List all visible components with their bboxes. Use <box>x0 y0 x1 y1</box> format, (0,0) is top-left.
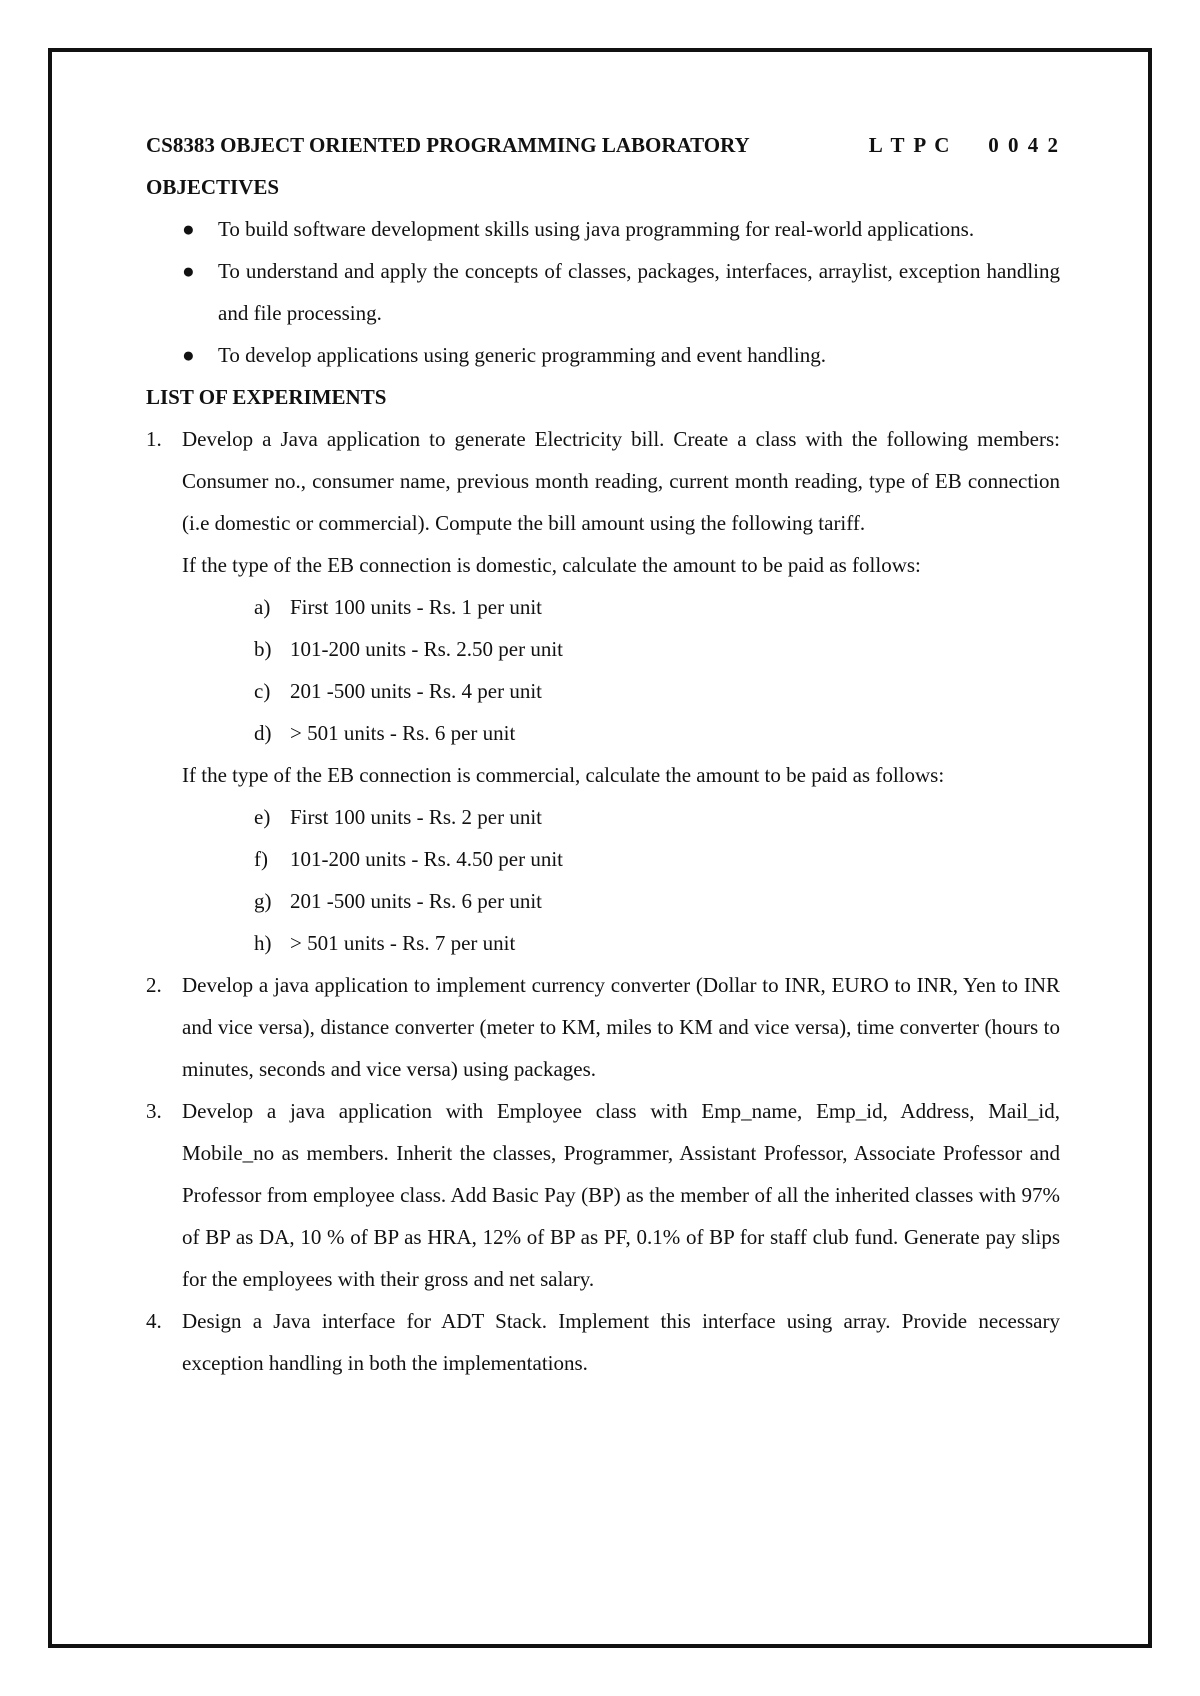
experiment-item <box>146 1300 1060 1384</box>
experiment-number: 1. <box>146 427 162 451</box>
experiment-item <box>146 1090 1060 1300</box>
objectives-list <box>146 208 1060 376</box>
tariff-text: First 100 units - Rs. 1 per unit <box>290 595 543 619</box>
experiment-text: Design a Java interface for ADT Stack. Implement this interface using array. Provide necessary exception handling in both the implementations. <box>182 1309 1060 1375</box>
tariff-text: 101-200 units - Rs. 4.50 per unit <box>290 847 563 871</box>
commercial-tariff-list <box>182 796 1060 964</box>
ltpc-values: 0 0 4 2 <box>988 133 1060 157</box>
tariff-label: g) <box>254 889 272 913</box>
tariff-item <box>254 670 1060 712</box>
bullet-icon: ● <box>182 217 195 241</box>
experiment-text: Develop a Java application to generate Electricity bill. Create a class with the following members: Consumer no., consumer name, previous month reading, current month reading, type of EB connection (i.e domestic or commercial). Compute the bill amount using the following tariff. <box>182 427 1060 535</box>
objective-item <box>146 208 1060 250</box>
experiments-heading: LIST OF EXPERIMENTS <box>146 385 387 409</box>
objective-item <box>146 250 1060 334</box>
tariff-label: f) <box>254 847 268 871</box>
tariff-label: a) <box>254 595 271 619</box>
tariff-item <box>254 922 1060 964</box>
tariff-text: First 100 units - Rs. 2 per unit <box>290 805 543 829</box>
experiment-number: 3. <box>146 1099 162 1123</box>
experiment-item <box>146 418 1060 964</box>
tariff-label: h) <box>254 931 272 955</box>
objective-item <box>146 334 1060 376</box>
document-body <box>146 124 1060 1384</box>
course-header <box>146 124 1060 166</box>
tariff-item <box>254 880 1060 922</box>
ltpc-label: L T P C <box>868 133 952 157</box>
bullet-icon: ● <box>182 259 195 283</box>
experiment-text: Develop a java application to implement currency converter (Dollar to INR, EURO to INR, Yen to INR and vice versa), distance converter (meter to KM, miles to KM and vice versa), time converter (hours to minutes, seconds and vice versa) using packages. <box>182 973 1060 1081</box>
experiments-list <box>146 418 1060 1384</box>
experiment-text: Develop a java application with Employee class with Emp_name, Emp_id, Address, Mail_id, Mobile_no as members. Inherit the classes, Programmer, Assistant Professor, Associate Professor and Professor from employee class. Add Basic Pay (BP) as the member of all the inherited classes with 97% of BP as DA, 10 % of BP as HRA, 12% of BP as PF, 0.1% of BP for staff club fund. Generate pay slips for the employees with their gross and net salary. <box>182 1099 1060 1291</box>
tariff-item <box>254 838 1060 880</box>
tariff-label: c) <box>254 679 271 703</box>
tariff-text: 201 -500 units - Rs. 6 per unit <box>290 889 542 913</box>
commercial-tariff-intro: If the type of the EB connection is commercial, calculate the amount to be paid as follows: <box>182 763 945 787</box>
domestic-tariff-list <box>182 586 1060 754</box>
tariff-label: e) <box>254 805 271 829</box>
bullet-icon: ● <box>182 343 195 367</box>
tariff-item <box>254 628 1060 670</box>
tariff-item <box>254 586 1060 628</box>
course-title: CS8383 OBJECT ORIENTED PROGRAMMING LABORATORY <box>146 133 750 157</box>
tariff-label: b) <box>254 637 272 661</box>
objectives-heading: OBJECTIVES <box>146 175 280 199</box>
tariff-text: 101-200 units - Rs. 2.50 per unit <box>290 637 563 661</box>
domestic-tariff-intro: If the type of the EB connection is domestic, calculate the amount to be paid as follows: <box>182 553 921 577</box>
objective-text: To develop applications using generic programming and event handling. <box>218 343 826 367</box>
tariff-item <box>254 796 1060 838</box>
tariff-text: > 501 units - Rs. 7 per unit <box>290 931 516 955</box>
tariff-text: 201 -500 units - Rs. 4 per unit <box>290 679 542 703</box>
experiment-number: 4. <box>146 1309 162 1333</box>
tariff-label: d) <box>254 721 272 745</box>
experiment-number: 2. <box>146 973 162 997</box>
objective-text: To build software development skills using java programming for real-world applications. <box>218 217 975 241</box>
experiment-item <box>146 964 1060 1090</box>
tariff-item <box>254 712 1060 754</box>
tariff-text: > 501 units - Rs. 6 per unit <box>290 721 516 745</box>
objective-text: To understand and apply the concepts of classes, packages, interfaces, arraylist, exception handling and file processing. <box>218 259 1060 325</box>
